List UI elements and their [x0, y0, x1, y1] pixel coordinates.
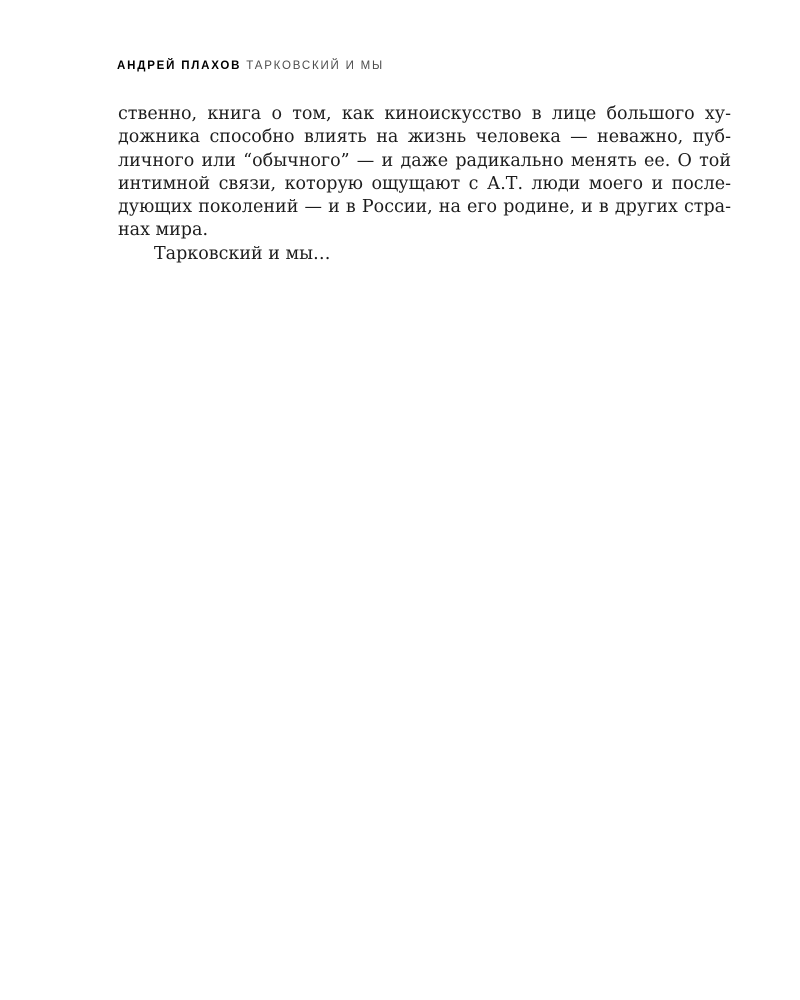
text-line: дожника способно влиять на жизнь человека — неважно, пуб- [118, 127, 731, 148]
running-header [117, 61, 384, 73]
text-line: личного или “обычного” — и даже радикально менять ее. О той [118, 150, 731, 171]
text-line: нах мира. [118, 220, 209, 241]
body-text [118, 103, 731, 266]
header-book-title: ТАРКОВСКИЙ И МЫ [246, 60, 385, 72]
text-line: дующих поколений — и в России, на его родине, и в других стра- [118, 197, 731, 218]
text-line: Тарковский и мы… [154, 243, 331, 264]
header-author: АНДРЕЙ ПЛАХОВ [117, 60, 242, 72]
text-line: интимной связи, которую ощущают с А.Т. люди моего и после- [118, 173, 731, 194]
text-line: ственно, книга о том, как киноискусство в лице большого ху- [118, 104, 731, 124]
